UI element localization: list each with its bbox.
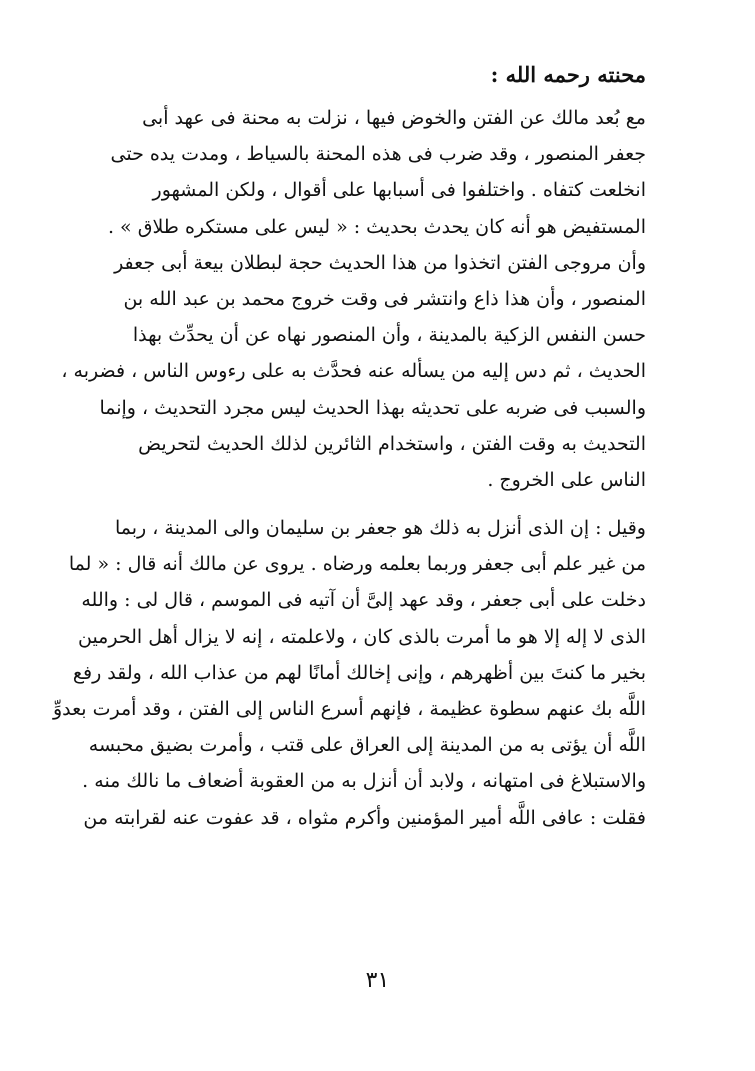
text-line: اللَّه بك عنهم سطوة عظيمة ، فإنهم أسرع الناس إلى الفتن ، وقد أمرت بعدوِّ [52,698,646,720]
text-line: وقيل : إن الذى أنزل به ذلك هو جعفر بن سليمان والى المدينة ، ربما [114,517,646,540]
section-heading: محنته رحمه الله : [490,62,646,87]
text-line: الذى لا إله إلا هو ما أمرت بالذى كان ، ولاعلمته ، إنه لا يزال أهل الحرمين [77,625,646,648]
text-body [52,56,646,836]
text-line: المستفيض هو أنه كان يحدث بحديث : « ليس على مستكره طلاق » . [107,215,646,238]
text-line: من غير علم أبى جعفر وربما بعلمه ورضاه . يروى عن مالك أنه قال : « لما [68,553,646,576]
text-line: والاستبلاغ فى امتهانه ، ولابد أن أنزل به من العقوبة أضعاف ما نالك منه . [82,770,646,793]
text-line: انخلعت كتفاه . واختلفوا فى أسبابها على أقوال ، ولكن المشهور [152,179,646,202]
paragraph-2 [52,510,646,836]
text-line: مع بُعد مالك عن الفتن والخوض فيها ، نزلت به محنة فى عهد أبى [142,107,646,129]
page-number: ٣١ [365,968,390,993]
text-line: الناس على الخروج . [487,468,646,491]
paragraph-spacer [120,498,646,510]
text-line: والسبب فى ضربه على تحديثه بهذا الحديث ليس مجرد التحديث ، وإنما [99,396,646,419]
text-line: الحديث ، ثم دس إليه من يسأله عنه فحدَّث به على رءوس الناس ، فضربه ، [61,360,646,383]
text-line: حسن النفس الزكية بالمدينة ، وأن المنصور نهاه عن أن يحدِّث بهذا [132,324,646,347]
text-line: فقلت : عافى اللَّه أمير المؤمنين وأكرم مثواه ، قد عفوت عنه لقرابته من [83,806,646,829]
text-line: التحديث به وقت الفتن ، واستخدام الثائرين لذلك الحديث لتحريض [138,432,646,455]
text-line: وأن مروجى الفتن اتخذوا من هذا الحديث حجة لبطلان بيعة أبى جعفر [114,251,646,274]
text-line: جعفر المنصور ، وقد ضرب فى هذه المحنة بالسياط ، ومدت يده حتى [110,143,646,166]
text-line: دخلت على أبى جعفر ، وقد عهد إلىَّ أن آتيه فى الموسم ، قال لى : والله [81,589,646,612]
text-line: بخير ما كنتَ بين أظهرهم ، وإنى إخالك أمانًا لهم من عذاب الله ، ولقد رفع [72,661,646,684]
text-line: المنصور ، وأن هذا ذاع وانتشر فى وقت خروج محمد بن عبد الله بن [123,287,646,310]
text-line: اللَّه أن يؤتى به من المدينة إلى العراق على قتب ، وأمرت بضيق محبسه [88,734,646,757]
paragraph-1 [61,100,646,498]
